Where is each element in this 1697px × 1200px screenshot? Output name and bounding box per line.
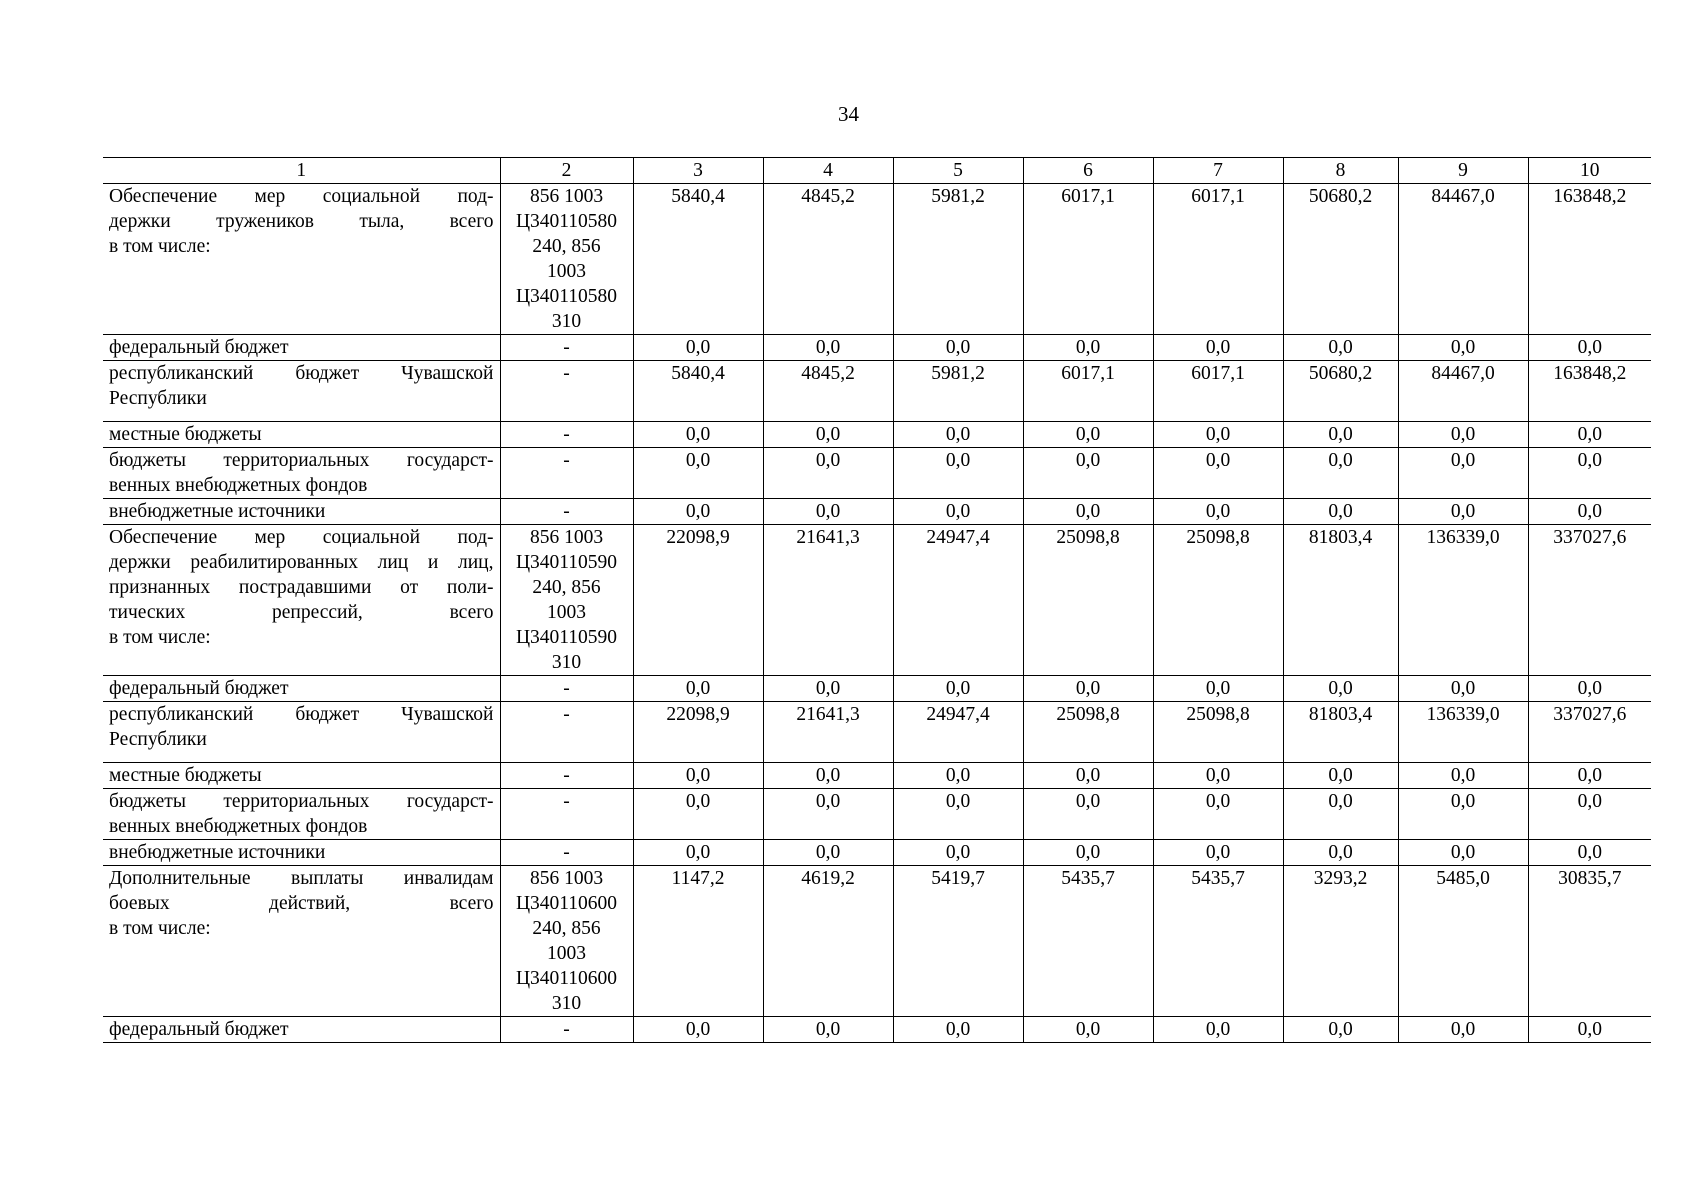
budget-code-line: - bbox=[563, 337, 570, 358]
value-cell: 0,0 bbox=[1283, 676, 1398, 702]
table-body bbox=[103, 158, 1651, 1043]
value-cell: 0,0 bbox=[1153, 448, 1283, 499]
budget-code-line: Ц340110600 bbox=[515, 968, 618, 989]
budget-code-line: 240, 856 bbox=[532, 577, 601, 598]
value-cell: 5981,2 bbox=[893, 361, 1023, 422]
row-label-line: бюджеты территориальных государст- bbox=[109, 450, 494, 471]
row-label-line: Обеспечение мер социальной под- bbox=[109, 186, 494, 207]
value-cell: 25098,8 bbox=[1153, 525, 1283, 676]
table-row bbox=[103, 499, 1651, 525]
column-header: 5 bbox=[893, 158, 1023, 184]
budget-code bbox=[500, 335, 633, 361]
column-header: 4 bbox=[763, 158, 893, 184]
value-cell: 0,0 bbox=[1023, 789, 1153, 840]
value-cell: 337027,6 bbox=[1528, 525, 1651, 676]
column-header: 7 bbox=[1153, 158, 1283, 184]
value-cell: 0,0 bbox=[1528, 499, 1651, 525]
value-cell: 136339,0 bbox=[1398, 525, 1528, 676]
value-cell: 5485,0 bbox=[1398, 866, 1528, 1017]
value-cell: 0,0 bbox=[1398, 499, 1528, 525]
budget-code-line: - bbox=[563, 791, 570, 812]
value-cell: 0,0 bbox=[1153, 335, 1283, 361]
value-cell: 0,0 bbox=[1153, 499, 1283, 525]
value-cell: 0,0 bbox=[1153, 676, 1283, 702]
budget-table bbox=[103, 157, 1651, 1043]
row-label-line: венных внебюджетных фондов bbox=[109, 475, 368, 496]
row-label bbox=[103, 499, 500, 525]
value-cell: 0,0 bbox=[633, 499, 763, 525]
value-cell: 3293,2 bbox=[1283, 866, 1398, 1017]
value-cell: 0,0 bbox=[1153, 789, 1283, 840]
value-cell: 0,0 bbox=[1023, 1017, 1153, 1043]
value-cell: 0,0 bbox=[633, 763, 763, 789]
row-label-line: в том числе: bbox=[109, 918, 211, 939]
value-cell: 0,0 bbox=[893, 335, 1023, 361]
budget-code-line: - bbox=[563, 450, 570, 471]
value-cell: 6017,1 bbox=[1153, 361, 1283, 422]
row-label-line: Республики bbox=[109, 388, 207, 409]
budget-code-line: Ц340110600 bbox=[515, 893, 618, 914]
budget-code bbox=[500, 184, 633, 335]
budget-code-line: 1003 bbox=[547, 943, 586, 964]
budget-code-line: 240, 856 bbox=[532, 918, 601, 939]
value-cell: 0,0 bbox=[1023, 499, 1153, 525]
value-cell: 0,0 bbox=[763, 763, 893, 789]
value-cell: 0,0 bbox=[763, 335, 893, 361]
row-label-line: венных внебюджетных фондов bbox=[109, 816, 368, 837]
value-cell: 0,0 bbox=[1283, 335, 1398, 361]
value-cell: 0,0 bbox=[1398, 422, 1528, 448]
value-cell: 0,0 bbox=[893, 499, 1023, 525]
row-label bbox=[103, 448, 500, 499]
value-cell: 0,0 bbox=[763, 789, 893, 840]
value-cell: 136339,0 bbox=[1398, 702, 1528, 763]
row-label bbox=[103, 335, 500, 361]
value-cell: 0,0 bbox=[1023, 676, 1153, 702]
budget-code-line: 856 1003 bbox=[529, 527, 604, 548]
row-label bbox=[103, 702, 500, 763]
row-label-line: местные бюджеты bbox=[109, 424, 262, 445]
table-row bbox=[103, 763, 1651, 789]
row-label-line: федеральный бюджет bbox=[109, 337, 289, 358]
value-cell: 81803,4 bbox=[1283, 525, 1398, 676]
column-header: 1 bbox=[103, 158, 500, 184]
value-cell: 0,0 bbox=[1398, 1017, 1528, 1043]
value-cell: 0,0 bbox=[633, 422, 763, 448]
budget-code bbox=[500, 1017, 633, 1043]
row-label bbox=[103, 676, 500, 702]
budget-code-line: 1003 bbox=[547, 602, 586, 623]
value-cell: 0,0 bbox=[893, 422, 1023, 448]
header-row bbox=[103, 158, 1651, 184]
table-row bbox=[103, 866, 1651, 1017]
value-cell: 0,0 bbox=[1023, 763, 1153, 789]
value-cell: 163848,2 bbox=[1528, 184, 1651, 335]
value-cell: 4845,2 bbox=[763, 361, 893, 422]
budget-code bbox=[500, 422, 633, 448]
value-cell: 22098,9 bbox=[633, 525, 763, 676]
value-cell: 21641,3 bbox=[763, 525, 893, 676]
value-cell: 337027,6 bbox=[1528, 702, 1651, 763]
value-cell: 0,0 bbox=[1023, 422, 1153, 448]
value-cell: 0,0 bbox=[1398, 840, 1528, 866]
value-cell: 0,0 bbox=[893, 1017, 1023, 1043]
value-cell: 0,0 bbox=[893, 448, 1023, 499]
value-cell: 0,0 bbox=[633, 1017, 763, 1043]
budget-code-line: 310 bbox=[551, 311, 582, 332]
table-row bbox=[103, 789, 1651, 840]
value-cell: 0,0 bbox=[1528, 1017, 1651, 1043]
row-label-line: местные бюджеты bbox=[109, 765, 262, 786]
value-cell: 0,0 bbox=[1023, 335, 1153, 361]
value-cell: 24947,4 bbox=[893, 525, 1023, 676]
value-cell: 0,0 bbox=[1283, 789, 1398, 840]
value-cell: 0,0 bbox=[1398, 448, 1528, 499]
row-label-line: боевых действий, всего bbox=[109, 893, 494, 914]
row-label bbox=[103, 422, 500, 448]
budget-code bbox=[500, 499, 633, 525]
value-cell: 81803,4 bbox=[1283, 702, 1398, 763]
page-number: 34 bbox=[838, 102, 859, 126]
value-cell: 0,0 bbox=[1528, 789, 1651, 840]
budget-code bbox=[500, 448, 633, 499]
row-label-line: Обеспечение мер социальной под- bbox=[109, 527, 494, 548]
table-row bbox=[103, 702, 1651, 763]
value-cell: 0,0 bbox=[1153, 1017, 1283, 1043]
value-cell: 0,0 bbox=[1528, 335, 1651, 361]
row-label bbox=[103, 763, 500, 789]
value-cell: 0,0 bbox=[1398, 763, 1528, 789]
column-header: 10 bbox=[1528, 158, 1651, 184]
table-row bbox=[103, 361, 1651, 422]
table-row bbox=[103, 1017, 1651, 1043]
budget-code bbox=[500, 525, 633, 676]
column-header: 2 bbox=[500, 158, 633, 184]
value-cell: 5435,7 bbox=[1153, 866, 1283, 1017]
budget-code-line: Ц340110590 bbox=[515, 627, 618, 648]
row-label-line: внебюджетные источники bbox=[109, 501, 326, 522]
value-cell: 5840,4 bbox=[633, 184, 763, 335]
value-cell: 1147,2 bbox=[633, 866, 763, 1017]
value-cell: 0,0 bbox=[1283, 840, 1398, 866]
budget-code-line: - bbox=[563, 1019, 570, 1040]
value-cell: 0,0 bbox=[1283, 448, 1398, 499]
value-cell: 25098,8 bbox=[1153, 702, 1283, 763]
value-cell: 0,0 bbox=[893, 789, 1023, 840]
row-label-line: признанных пострадавшими от поли- bbox=[109, 577, 494, 598]
table-row bbox=[103, 840, 1651, 866]
budget-code-line: 310 bbox=[551, 652, 582, 673]
table-row bbox=[103, 422, 1651, 448]
value-cell: 0,0 bbox=[1283, 499, 1398, 525]
budget-code-line: 240, 856 bbox=[532, 236, 601, 257]
value-cell: 0,0 bbox=[1528, 448, 1651, 499]
table-row bbox=[103, 525, 1651, 676]
value-cell: 0,0 bbox=[1528, 840, 1651, 866]
value-cell: 84467,0 bbox=[1398, 184, 1528, 335]
column-header: 9 bbox=[1398, 158, 1528, 184]
value-cell: 0,0 bbox=[1283, 763, 1398, 789]
budget-code-line: Ц340110580 bbox=[515, 211, 618, 232]
value-cell: 6017,1 bbox=[1153, 184, 1283, 335]
budget-code-line: - bbox=[563, 678, 570, 699]
column-header: 6 bbox=[1023, 158, 1153, 184]
row-label-line: федеральный бюджет bbox=[109, 1019, 289, 1040]
value-cell: 0,0 bbox=[1283, 422, 1398, 448]
value-cell: 4619,2 bbox=[763, 866, 893, 1017]
row-label bbox=[103, 525, 500, 676]
budget-code bbox=[500, 840, 633, 866]
value-cell: 0,0 bbox=[893, 763, 1023, 789]
value-cell: 0,0 bbox=[893, 840, 1023, 866]
budget-code-line: - bbox=[563, 363, 570, 384]
budget-code-line: Ц340110580 bbox=[515, 286, 618, 307]
value-cell: 0,0 bbox=[1023, 448, 1153, 499]
row-label bbox=[103, 840, 500, 866]
row-label-line: бюджеты территориальных государст- bbox=[109, 791, 494, 812]
value-cell: 0,0 bbox=[893, 676, 1023, 702]
row-label-line: Республики bbox=[109, 729, 207, 750]
row-label-line: Дополнительные выплаты инвалидам bbox=[109, 868, 494, 889]
value-cell: 4845,2 bbox=[763, 184, 893, 335]
row-label bbox=[103, 184, 500, 335]
value-cell: 0,0 bbox=[763, 448, 893, 499]
budget-code-line: 856 1003 bbox=[529, 868, 604, 889]
row-label-line: держки тружеников тыла, всего bbox=[109, 211, 494, 232]
value-cell: 0,0 bbox=[1153, 422, 1283, 448]
table-row bbox=[103, 184, 1651, 335]
budget-code-line: - bbox=[563, 704, 570, 725]
value-cell: 0,0 bbox=[633, 676, 763, 702]
budget-code-line: 1003 bbox=[547, 261, 586, 282]
value-cell: 0,0 bbox=[1153, 840, 1283, 866]
value-cell: 6017,1 bbox=[1023, 361, 1153, 422]
value-cell: 163848,2 bbox=[1528, 361, 1651, 422]
budget-code bbox=[500, 702, 633, 763]
value-cell: 50680,2 bbox=[1283, 184, 1398, 335]
row-label bbox=[103, 1017, 500, 1043]
value-cell: 6017,1 bbox=[1023, 184, 1153, 335]
value-cell: 25098,8 bbox=[1023, 702, 1153, 763]
value-cell: 50680,2 bbox=[1283, 361, 1398, 422]
value-cell: 0,0 bbox=[633, 335, 763, 361]
row-label-line: внебюджетные источники bbox=[109, 842, 326, 863]
value-cell: 0,0 bbox=[1153, 763, 1283, 789]
row-label-line: тических репрессий, всего bbox=[109, 602, 494, 623]
table-row bbox=[103, 335, 1651, 361]
row-label-line: республиканский бюджет Чувашской bbox=[109, 704, 494, 725]
budget-code bbox=[500, 763, 633, 789]
value-cell: 22098,9 bbox=[633, 702, 763, 763]
value-cell: 84467,0 bbox=[1398, 361, 1528, 422]
row-label-line: держки реабилитированных лиц и лиц, bbox=[109, 552, 494, 573]
value-cell: 0,0 bbox=[1283, 1017, 1398, 1043]
value-cell: 0,0 bbox=[763, 840, 893, 866]
row-label-line: в том числе: bbox=[109, 236, 211, 257]
value-cell: 25098,8 bbox=[1023, 525, 1153, 676]
column-header: 3 bbox=[633, 158, 763, 184]
budget-code-line: - bbox=[563, 765, 570, 786]
value-cell: 0,0 bbox=[1023, 840, 1153, 866]
value-cell: 0,0 bbox=[1398, 335, 1528, 361]
value-cell: 0,0 bbox=[763, 499, 893, 525]
budget-code bbox=[500, 866, 633, 1017]
budget-code-line: - bbox=[563, 424, 570, 445]
value-cell: 0,0 bbox=[633, 448, 763, 499]
value-cell: 21641,3 bbox=[763, 702, 893, 763]
value-cell: 0,0 bbox=[1528, 676, 1651, 702]
budget-code bbox=[500, 676, 633, 702]
value-cell: 5981,2 bbox=[893, 184, 1023, 335]
row-label-line: в том числе: bbox=[109, 627, 211, 648]
table-row bbox=[103, 448, 1651, 499]
value-cell: 0,0 bbox=[1528, 763, 1651, 789]
column-header: 8 bbox=[1283, 158, 1398, 184]
value-cell: 0,0 bbox=[763, 676, 893, 702]
budget-code-line: - bbox=[563, 501, 570, 522]
budget-code bbox=[500, 789, 633, 840]
value-cell: 5840,4 bbox=[633, 361, 763, 422]
value-cell: 0,0 bbox=[633, 840, 763, 866]
table-row bbox=[103, 676, 1651, 702]
value-cell: 0,0 bbox=[1398, 676, 1528, 702]
value-cell: 0,0 bbox=[763, 1017, 893, 1043]
row-label bbox=[103, 361, 500, 422]
row-label bbox=[103, 866, 500, 1017]
row-label bbox=[103, 789, 500, 840]
budget-code-line: Ц340110590 bbox=[515, 552, 618, 573]
value-cell: 0,0 bbox=[1528, 422, 1651, 448]
value-cell: 0,0 bbox=[1398, 789, 1528, 840]
value-cell: 30835,7 bbox=[1528, 866, 1651, 1017]
value-cell: 0,0 bbox=[633, 789, 763, 840]
value-cell: 5435,7 bbox=[1023, 866, 1153, 1017]
value-cell: 0,0 bbox=[763, 422, 893, 448]
row-label-line: республиканский бюджет Чувашской bbox=[109, 363, 494, 384]
budget-code-line: 310 bbox=[551, 993, 582, 1014]
value-cell: 24947,4 bbox=[893, 702, 1023, 763]
row-label-line: федеральный бюджет bbox=[109, 678, 289, 699]
budget-code-line: - bbox=[563, 842, 570, 863]
budget-code bbox=[500, 361, 633, 422]
budget-code-line: 856 1003 bbox=[529, 186, 604, 207]
value-cell: 5419,7 bbox=[893, 866, 1023, 1017]
